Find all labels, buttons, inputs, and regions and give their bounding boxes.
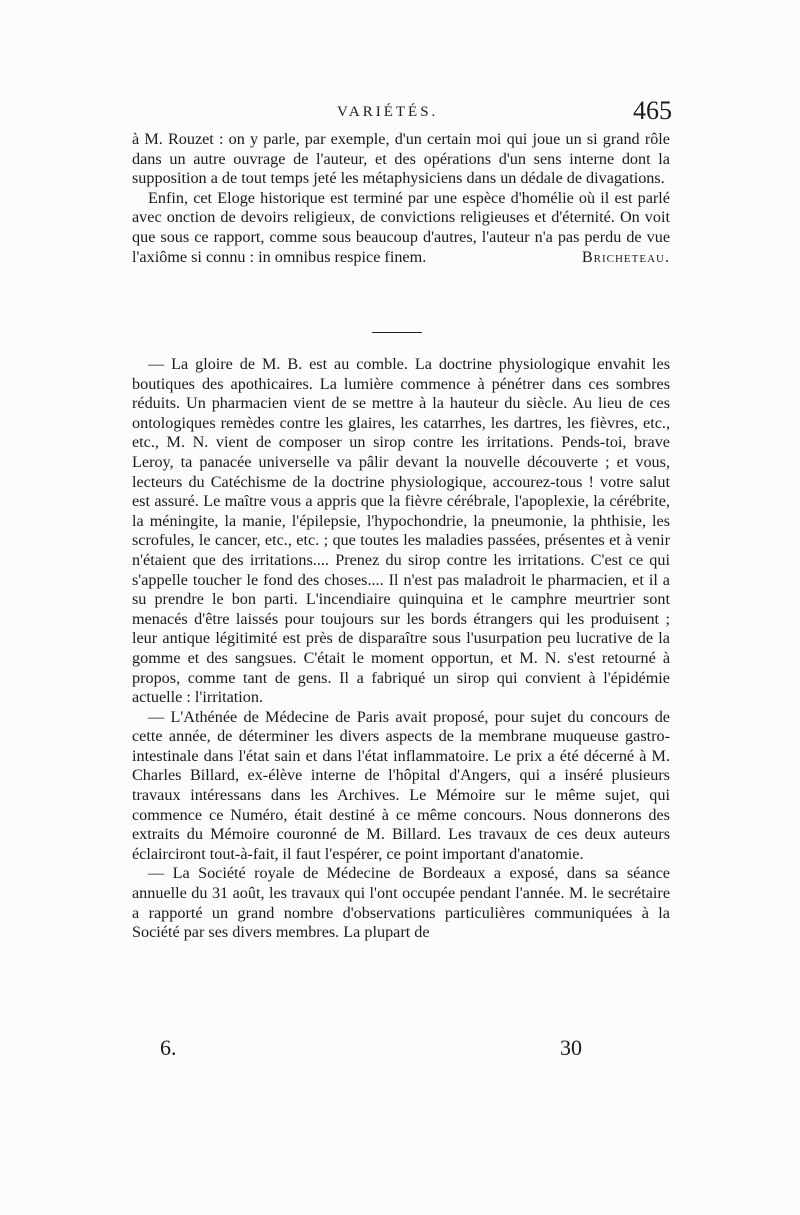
review-conclusion [132,130,670,267]
paragraph: à M. Rouzet : on y parle, par exemple, d'un certain moi qui joue un si grand rôle dans un autre ouvrage de l'auteur, et des opérations d'un sens interne dont la supposition a de tout temps jeté les métaphysiciens dans un dédale de divagations. [132,130,670,188]
paragraph [132,189,670,267]
paragraph: — La Société royale de Médecine de Bordeaux a exposé, dans sa séance annuelle du 31 août, les travaux qui l'ont occupée pendant l'année. M. le secrétaire a rapporté un grand nombre d'observations particulières communiquées à la Société par ses divers membres. La plupart de [132,864,670,942]
section-divider [372,332,422,333]
paragraph: — L'Athénée de Médecine de Paris avait proposé, pour sujet du concours de cette année, de déterminer les divers aspects de la membrane muqueuse gastro-intestinale dans l'état sain et dans l'état inflammatoire. Le prix a été décerné à M. Charles Billard, ex-élève interne de l'hôpital d'Angers, qui a inséré plusieurs travaux intéressans dans les Archives. Le Mémoire sur le même sujet, qui commence ce Numéro, était destiné à ce même concours. Nous donnerons des extraits du Mémoire couronné de M. Billard. Les travaux de ces deux auteurs éclairciront tout-à-fait, il faut l'espérer, ce point important d'anatomie. [132,707,670,863]
paragraph-text: Enfin, cet Eloge historique est terminé par une espèce d'homélie où il est parlé avec onction de devoirs religieux, de convictions religieuses et d'éternité. On voit que sous ce rapport, comme sous beaucoup d'autres, l'auteur n'a pas perdu de vue l'axiôme si connu : in omnibus respice finem. [132,188,670,266]
page-number: 465 [633,96,672,125]
page-footer [132,1035,672,1065]
gathering-number: 30 [560,1035,582,1060]
page-header [132,96,672,130]
author-signature: Bricheteau. [581,247,670,266]
varietes-notes [132,355,670,943]
signature-mark: 6. [160,1035,177,1060]
paragraph: — La gloire de M. B. est au comble. La doctrine physiologique envahit les boutiques des apothicaires. La lumière commence à pénétrer dans ces sombres réduits. Un pharmacien vient de se mettre à la hauteur du siècle. Au lieu de ces ontologiques remèdes contre les glaires, les catarrhes, les dartres, les fièvres, etc., etc., M. N. vient de composer un sirop contre les irritations. Pends-toi, brave Leroy, ta panacée universelle va pâlir devant la nouvelle découverte ; et vous, lecteurs du Catéchisme de la doctrine physiologique, accourez-tous ! votre salut est assuré. Le maître vous a appris que la fièvre cérébrale, l'apoplexie, la cérébrite, la méningite, la manie, l'épilepsie, l'hypochondrie, la pneumonie, la phthisie, les scrofules, le cancer, etc., etc. ; que toutes les maladies passées, présentes et à venir n'étaient que des irritations.... Prenez du sirop contre les irritations. C'est ce qui s'appelle toucher le fond des choses.... Il n'est pas maladroit le pharmacien, et il a su prendre le bon parti. L'incendiaire quinquina et le camphre meurtrier sont menacés d'être laissés pour toujours sur les bords étrangers qui les produisent ; leur antique légitimité est près de disparaître sous l'usurpation peu lucrative de la gomme et des sangsues. C'était le moment opportun, et M. N. s'est retourné à propos, comme tant de gens. Il a fabriqué un sirop qui convient à l'épidémie actuelle : l'irritation. [132,355,670,707]
running-head: VARIÉTÉS. [337,104,439,120]
